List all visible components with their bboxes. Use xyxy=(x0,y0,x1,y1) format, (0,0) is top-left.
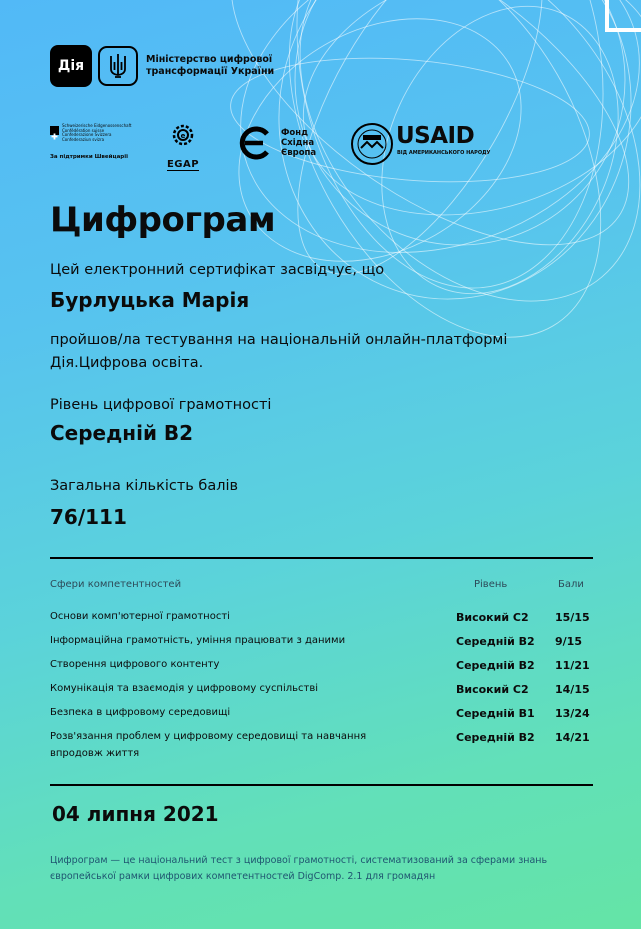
usaid-tagline: ВІД АМЕРИКАНСЬКОГО НАРОДУ xyxy=(397,150,491,156)
header-points: Бали xyxy=(558,579,584,590)
swiss-confederation-text: Schweizerische Eidgenossenschaft Confédération suisse Confederazione Svizzera Confederaziun svizra xyxy=(62,123,132,142)
table-row-area: Безпека в цифровому середовищі xyxy=(50,707,231,718)
level-value: Середній В2 xyxy=(50,421,194,445)
fond-logo xyxy=(237,124,329,166)
corner-fold-decoration xyxy=(603,0,641,34)
table-row-points: 9/15 xyxy=(555,635,582,648)
passed-text-line2: Дія.Цифрова освіта. xyxy=(50,355,204,371)
egap-label: EGAP xyxy=(166,159,200,170)
table-row-level: Високий С2 xyxy=(456,611,529,624)
table-row-level: Середній В2 xyxy=(456,635,535,648)
table-row-points: 13/24 xyxy=(555,707,590,720)
table-row-level: Середній В2 xyxy=(456,731,535,744)
fond-emblem-icon xyxy=(237,124,275,162)
table-row-level: Високий С2 xyxy=(456,683,529,696)
header-areas: Сфери компетентностей xyxy=(50,579,182,590)
issue-date: 04 липня 2021 xyxy=(52,802,219,826)
diia-logo: Дія xyxy=(50,45,92,87)
footer-note: Цифрограм — це національний тест з цифрової грамотності, систематизований за сферами знань європейської рамки цифрових компетентностей DigComp. 2.1 для громадян xyxy=(50,855,548,882)
usaid-wordmark: USAID xyxy=(396,123,475,149)
table-row-points: 11/21 xyxy=(555,659,590,672)
partner-logos xyxy=(50,122,495,170)
person-name: Бурлуцька Марія xyxy=(50,288,250,312)
usaid-seal-icon xyxy=(350,122,394,166)
table-row-points: 14/15 xyxy=(555,683,590,696)
table-row-area: Основи комп'ютерної грамотності xyxy=(50,611,230,622)
header-logos xyxy=(50,45,296,87)
passed-text-line1: пройшов/ла тестування на національній онлайн-платформі xyxy=(50,332,508,348)
level-label: Рівень цифрової грамотності xyxy=(50,397,272,413)
egap-logo xyxy=(162,122,204,171)
trident-emblem-icon xyxy=(98,46,138,86)
certificate-title: Цифрограм xyxy=(50,200,276,240)
table-row-points: 14/21 xyxy=(555,731,590,744)
table-row-area: Розв'язання проблем у цифровому середовищі та навчання впродовж життя xyxy=(50,731,367,759)
header-level: Рівень xyxy=(474,579,508,590)
score-label: Загальна кількість балів xyxy=(50,478,239,494)
table-row-points: 15/15 xyxy=(555,611,590,624)
swiss-support-text: За підтримки Швейцарії xyxy=(50,154,128,160)
score-value: 76/111 xyxy=(50,505,127,529)
egap-gear-icon xyxy=(169,122,197,148)
usaid-logo xyxy=(350,122,500,170)
table-row-level: Середній В1 xyxy=(456,707,535,720)
divider-bottom xyxy=(50,784,593,786)
divider-top xyxy=(50,557,593,559)
ministry-name: Міністерство цифрової трансформації України xyxy=(146,54,275,77)
swiss-cross-icon xyxy=(50,126,59,135)
table-row-area: Інформаційна грамотність, уміння працювати з даними xyxy=(50,635,346,646)
table-row-area: Комунікація та взаємодія у цифровому суспільстві xyxy=(50,683,319,694)
table-row-area: Створення цифрового контенту xyxy=(50,659,220,670)
table-row-level: Середній В2 xyxy=(456,659,535,672)
svg-text:e: e xyxy=(180,132,186,140)
intro-text: Цей електронний сертифікат засвідчує, що xyxy=(50,262,385,278)
fond-name: Фонд Східна Європа xyxy=(281,128,317,158)
